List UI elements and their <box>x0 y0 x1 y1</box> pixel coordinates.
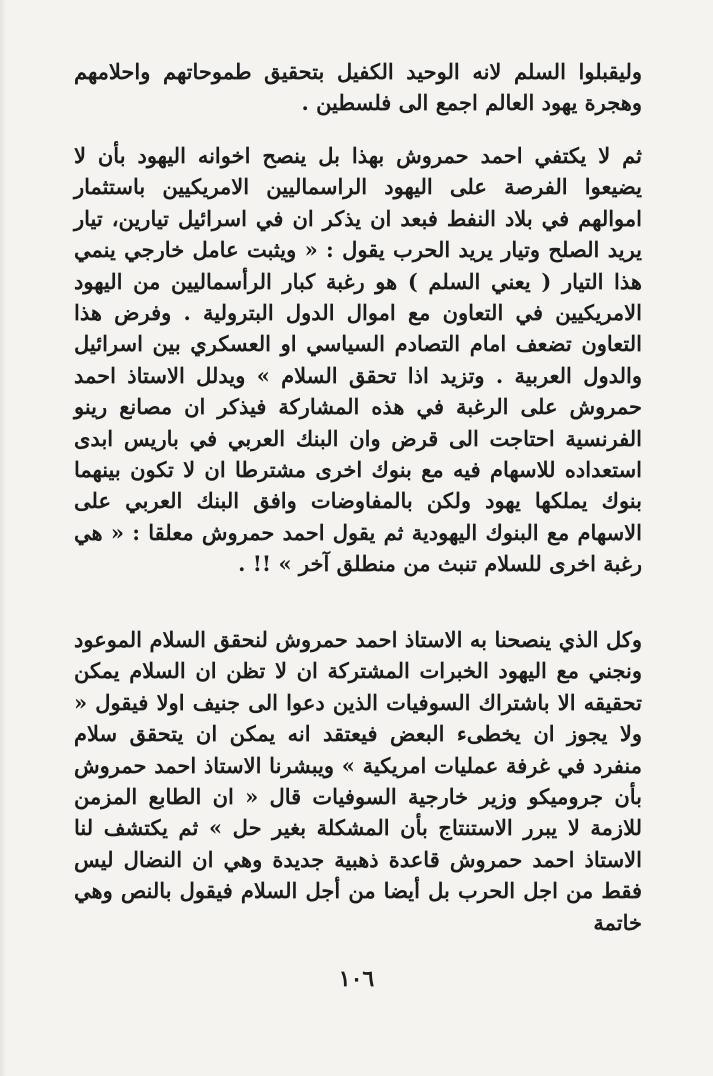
paragraph-1: وليقبلوا السلم لانه الوحيد الكفيل بتحقيق طموحاتهم واحلامهم وهجرة يهود العالم اجمع الى فلسطين . <box>74 59 642 116</box>
paragraph-3: وكل الذي ينصحنا به الاستاذ احمد حمروش لنحقق السلام الموعود ونجني مع اليهود الخبرات المشتركة ان لا تظن ان السلام يمكن تحقيقه الا باشتراك السوفيات الذين دعوا الى جنيف اولا فيقول « ولا يجوز ان يخطىء البعض فيعتقد انه يمكن ان يتحقق سلام منفرد في غرفة عمليات امريكية » ويبشرنا الاستاذ احمد حمروش بأن جروميكو وزير خارجية السوفيات قال « ان الطابع المزمن للازمة لا يبرر الاستنتاج بأن المشكلة بغير حل » ثم يكتشف لنا الاستاذ احمد حمروش قاعدة ذهبية جديدة وهي ان النضال ليس فقط من اجل الحرب بل أيضا من أجل السلام فيقول بالنص وهي خاتمة <box>74 627 642 935</box>
paragraph-2: ثم لا يكتفي احمد حمروش بهذا بل ينصح اخوانه اليهود بأن لا يضيعوا الفرصة على اليهود الراسماليين الامريكيين باستثمار اموالهم في بلاد النفط فبعد ان يذكر ان في اسرائيل تيارين، تيار يريد الصلح وتيار يريد الحرب يقول : « ويثبت عامل خارجي ينمي هذا التيار ( يعني السلم ) هو رغبة كبار الرأسماليين من اليهود الامريكيين في التعاون مع اموال الدول البترولية . وفرض هذا التعاون تضعف امام التصادم السياسي او العسكري بين اسرائيل والدول العربية . وتزيد اذا تحقق السلام » ويدلل الاستاذ احمد حمروش على الرغبة في هذه المشاركة فيذكر ان مصانع رينو الفرنسية احتاجت الى قرض وان البنك العربي في باريس ابدى استعداده للاسهام فيه مع بنوك اخرى مشترطا ان لا تكون بينهما بنوك يملكها يهود ولكن بالمفاوضات وافق البنك العربي على الاسهام مع البنوك اليهودية ثم يقول احمد حمروش معلقا : « هي رغبة اخرى للسلام تنبث من منطلق آخر » !! . <box>74 143 642 577</box>
page-number: ١٠٦ <box>338 966 375 992</box>
page-edge-shadow <box>0 0 6 1076</box>
